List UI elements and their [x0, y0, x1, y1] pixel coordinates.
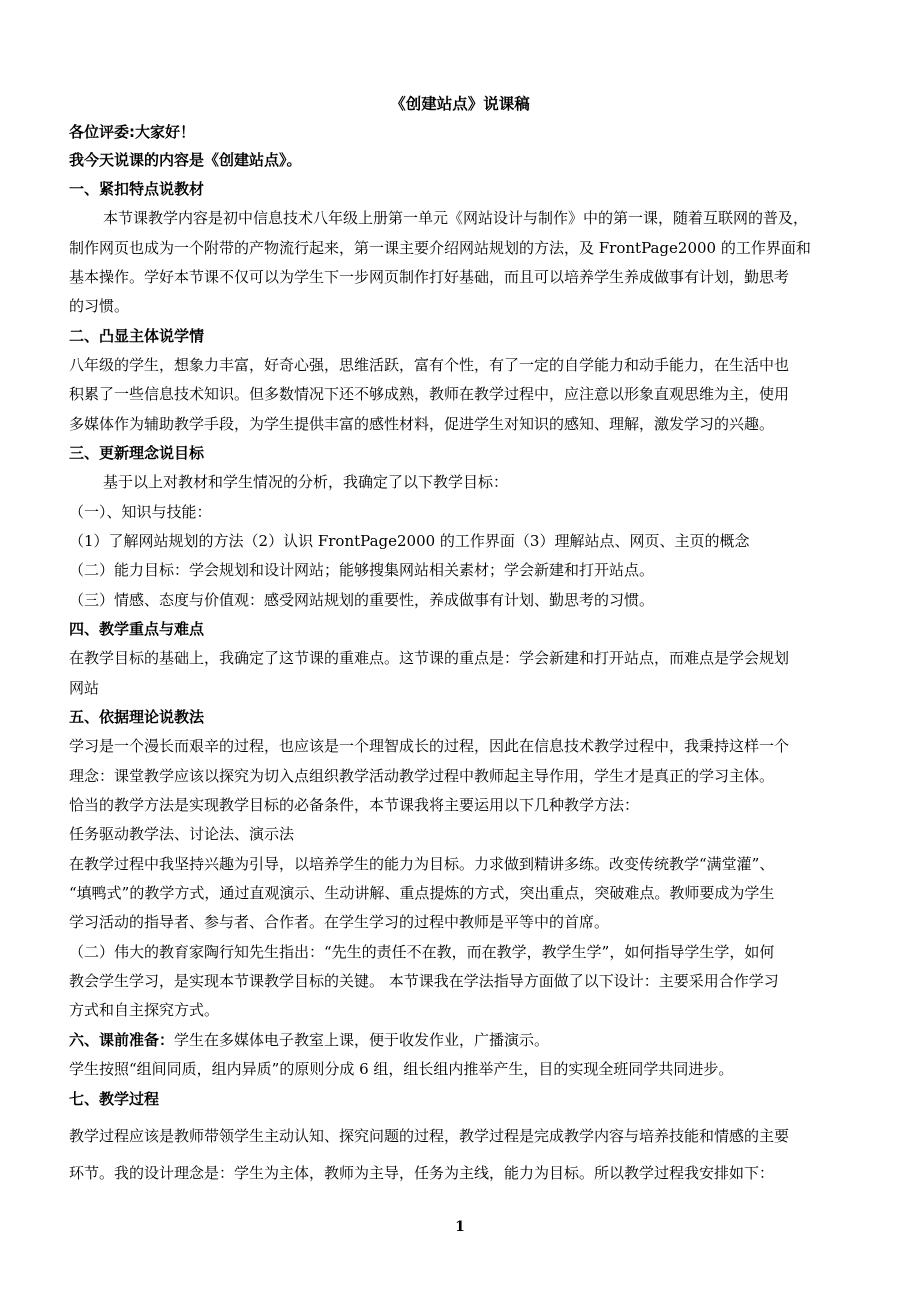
section-2-line: 八年级的学生，想象力丰富，好奇心强，思维活跃，富有个性，有了一定的自学能力和动手能力，在生活中也 — [69, 356, 790, 374]
section-1-line: 制作网页也成为一个附带的产物流行起来，第一课主要介绍网站规划的方法，及 FrontPage2000 的工作界面和 — [69, 239, 811, 257]
section-5-line: 恰当的教学方法是实现教学目标的必备条件，本节课我将主要运用以下几种教学方法： — [69, 796, 640, 814]
section-5-line: 教会学生学习，是实现本节课教学目标的关键。 本节课我在学法指导方面做了以下设计：主要采用合作学习 — [69, 972, 779, 990]
section-5-line: “填鸭式”的教学方式，通过直观演示、生动讲解、重点提炼的方式，突出重点，突破难点。教师要成为学生 — [69, 884, 775, 902]
section-6-heading: 六、课前准备： — [69, 1031, 175, 1049]
section-7-line: 环节。我的设计理念是：学生为主体，教师为主导，任务为主线，能力为目标。所以教学过程我安排如下： — [69, 1164, 775, 1182]
section-3-line: （二）能力目标：学会规划和设计网站；能够搜集网站相关素材；学会新建和打开站点。 — [69, 561, 655, 579]
section-5-line: （二）伟大的教育家陶行知先生指出：“先生的责任不在教，而在教学，教学生学”，如何指导学生学，如何 — [69, 943, 775, 961]
section-5-line: 在教学过程中我坚持兴趣为引导，以培养学生的能力为目标。力求做到精讲多练。改变传统教学“满堂灌”、 — [69, 855, 775, 873]
section-1-line: 本节课教学内容是初中信息技术八年级上册第一单元《网站设计与制作》中的第一课，随着互联网的普及， — [103, 209, 809, 227]
section-3-heading: 三、更新理念说目标 — [69, 444, 205, 462]
section-3-line: （一）、知识与技能： — [69, 503, 212, 521]
section-5-line: 任务驱动教学法、讨论法、演示法 — [69, 825, 295, 843]
section-5-heading: 五、依据理论说教法 — [69, 708, 205, 726]
section-6-inline-text: 学生在多媒体电子教室上课，便于收发作业，广播演示。 — [174, 1031, 550, 1049]
section-4-line: 网站 — [69, 679, 100, 697]
section-7-line: 教学过程应该是教师带领学生主动认知、探究问题的过程，教学过程是完成教学内容与培养技能和情感的主要 — [69, 1127, 790, 1145]
intro-line: 我今天说课的内容是《创建站点》。 — [69, 151, 302, 169]
section-4-heading: 四、教学重点与难点 — [69, 620, 205, 638]
section-2-heading: 二、凸显主体说学情 — [69, 327, 205, 345]
section-4-line: 在教学目标的基础上，我确定了这节课的重难点。这节课的重点是：学会新建和打开站点，而难点是学会规划 — [69, 649, 790, 667]
section-5-line: 学习活动的指导者、参与者、合作者。在学生学习的过程中教师是平等中的首席。 — [69, 913, 610, 931]
section-1-line: 的习惯。 — [69, 297, 130, 315]
section-6-line-first — [69, 1030, 920, 1050]
section-3-line: （1）了解网站规划的方法（2）认识 FrontPage2000 的工作界面（3）理解站点、网页、主页的概念 — [69, 532, 750, 550]
section-2-line: 积累了一些信息技术知识。但多数情况下还不够成熟，教师在教学过程中，应注意以形象直观思维为主，使用 — [69, 385, 790, 403]
document-title: 《创建站点》说课稿 — [390, 95, 530, 113]
section-7-heading: 七、教学过程 — [69, 1090, 160, 1108]
section-2-line: 多媒体作为辅助教学手段，为学生提供丰富的感性材料，促进学生对知识的感知、理解，激发学习的兴趣。 — [69, 415, 775, 433]
greeting: 各位评委:大家好！ — [69, 123, 195, 141]
page-number: 1 — [455, 1219, 465, 1235]
section-3-line: 基于以上对教材和学生情况的分析，我确定了以下教学目标： — [103, 473, 509, 491]
section-5-line: 理念：课堂教学应该以探究为切入点组织教学活动教学过程中教师起主导作用，学生才是真正的学习主体。 — [69, 767, 775, 785]
section-1-line: 基本操作。学好本节课不仅可以为学生下一步网页制作打好基础，而且可以培养学生养成做事有计划，勤思考 — [69, 268, 790, 286]
section-1-heading: 一、紧扣特点说教材 — [69, 180, 205, 198]
section-5-line: 学习是一个漫长而艰辛的过程，也应该是一个理智成长的过程，因此在信息技术教学过程中，我秉持这样一个 — [69, 737, 790, 755]
section-6-line: 学生按照“组间同质，组内异质”的原则分成 6 组，组长组内推举产生，目的实现全班同学共同进步。 — [69, 1060, 734, 1078]
section-5-line: 方式和自主探究方式。 — [69, 1001, 220, 1019]
section-3-line: （三）情感、态度与价值观：感受网站规划的重要性，养成做事有计划、勤思考的习惯。 — [69, 591, 655, 609]
